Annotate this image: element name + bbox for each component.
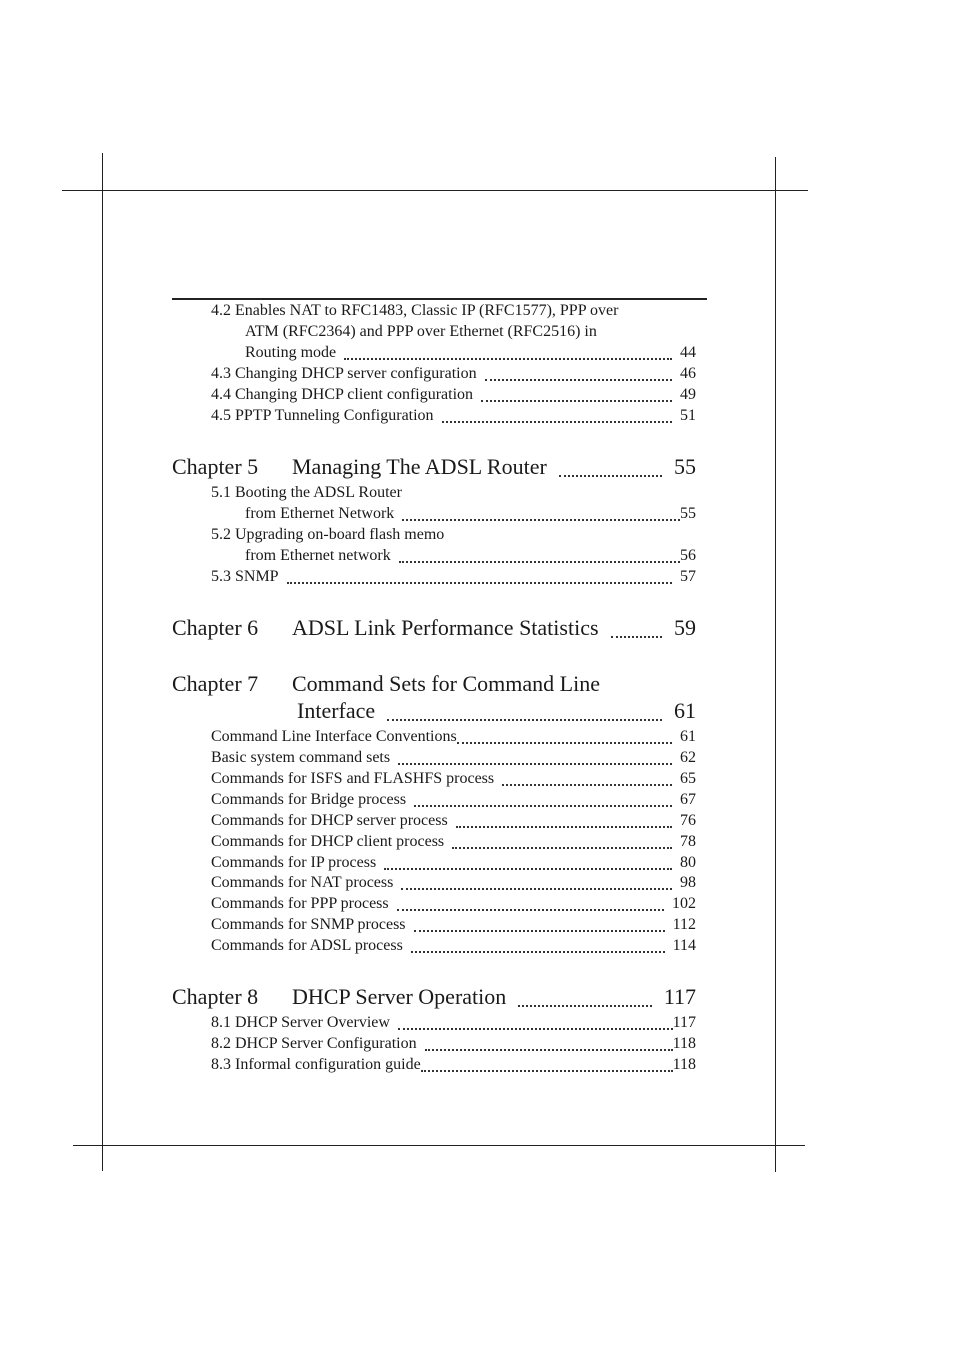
toc-entry[interactable] xyxy=(211,831,696,852)
toc-entry-title: Command Line Interface Conventions xyxy=(211,728,457,745)
toc-entry-5-3[interactable] xyxy=(211,566,696,587)
toc-page-number: 61 xyxy=(674,698,696,723)
dot-leader xyxy=(485,379,672,381)
chapter-title-line2: Interface xyxy=(297,698,376,723)
toc-chapter-7[interactable] xyxy=(297,697,696,724)
toc-entry-4-4[interactable] xyxy=(211,384,696,405)
crop-mark-right-vertical xyxy=(775,157,776,1172)
dot-leader xyxy=(387,719,662,721)
chapter-number: Chapter 5 xyxy=(172,454,259,479)
toc-entry[interactable] xyxy=(211,810,696,831)
chapter-title: Managing The ADSL Router xyxy=(292,454,547,479)
toc-entry-title: Commands for NAT process xyxy=(211,874,394,891)
toc-page-number: 55 xyxy=(674,454,696,479)
toc-page-number: 56 xyxy=(680,547,696,564)
crop-mark-top-right xyxy=(775,190,808,191)
dot-leader xyxy=(611,636,662,638)
chapter-title: ADSL Link Performance Statistics xyxy=(292,615,599,640)
toc-page-number: 117 xyxy=(663,984,696,1009)
toc-entry[interactable] xyxy=(211,768,696,789)
toc-chapter-7-line1 xyxy=(172,670,600,697)
toc-entry-4-2-line2: ATM (RFC2364) and PPP over Ethernet (RFC2516) in xyxy=(245,323,597,340)
toc-page-number: 112 xyxy=(672,916,696,933)
toc-entry-5-1-line1: 5.1 Booting the ADSL Router xyxy=(211,484,402,501)
toc-chapter-6[interactable] xyxy=(172,614,696,641)
crop-mark-top-left-vertical xyxy=(102,153,103,1171)
dot-leader xyxy=(411,951,665,953)
chapter-number: Chapter 8 xyxy=(172,984,259,1009)
dot-leader xyxy=(452,847,672,849)
toc-entry[interactable] xyxy=(211,935,696,956)
toc-page-number: 55 xyxy=(680,505,696,522)
toc-page-number: 67 xyxy=(680,791,696,808)
dot-leader xyxy=(402,519,680,521)
dot-leader xyxy=(481,400,672,402)
dot-leader xyxy=(559,475,662,477)
toc-entry[interactable] xyxy=(211,1033,696,1054)
chapter-number: Chapter 6 xyxy=(172,615,259,640)
toc-entry-title: Commands for IP process xyxy=(211,854,377,871)
toc-page-number: 59 xyxy=(674,615,696,640)
toc-entry-title: Commands for ADSL process xyxy=(211,937,403,954)
toc-page-number: 49 xyxy=(680,386,696,403)
dot-leader xyxy=(401,888,672,890)
toc-entry-title: Commands for Bridge process xyxy=(211,791,407,808)
toc-page-number: 117 xyxy=(672,1014,696,1031)
toc-entry-title: Routing mode xyxy=(245,344,337,361)
toc-page-number: 44 xyxy=(680,344,696,361)
toc-entry[interactable] xyxy=(211,852,696,873)
toc-entry-title: 8.2 DHCP Server Configuration xyxy=(211,1035,417,1052)
crop-mark-bottom-right xyxy=(775,1145,805,1146)
chapter-number: Chapter 7 xyxy=(172,671,259,696)
toc-page-number: 98 xyxy=(680,874,696,891)
dot-leader xyxy=(287,582,672,584)
dot-leader xyxy=(384,868,672,870)
toc-entry[interactable] xyxy=(211,789,696,810)
toc-chapter-5[interactable] xyxy=(172,453,696,480)
dot-leader xyxy=(398,763,672,765)
toc-page-number: 46 xyxy=(680,365,696,382)
dot-leader xyxy=(414,805,672,807)
toc-entry-5-1[interactable] xyxy=(245,503,696,524)
toc-entry-title: Basic system command sets xyxy=(211,749,391,766)
toc-page-number: 51 xyxy=(680,407,696,424)
toc-page-number: 118 xyxy=(672,1035,696,1052)
toc-entry-title: 5.3 SNMP xyxy=(211,568,279,585)
toc-page-number: 114 xyxy=(672,937,696,954)
toc-page-number: 80 xyxy=(680,854,696,871)
dot-leader xyxy=(502,784,672,786)
dot-leader xyxy=(397,909,664,911)
toc-entry-title: 4.3 Changing DHCP server configuration xyxy=(211,365,477,382)
toc-entry[interactable] xyxy=(211,1012,696,1033)
toc-page-number: 118 xyxy=(672,1056,696,1073)
toc-entry-title: from Ethernet Network xyxy=(245,505,395,522)
toc-entry[interactable] xyxy=(211,872,696,893)
toc-entry[interactable] xyxy=(211,726,696,747)
dot-leader xyxy=(442,421,672,423)
toc-entry-title: Commands for ISFS and FLASHFS process xyxy=(211,770,495,787)
toc-entry-title: 8.1 DHCP Server Overview xyxy=(211,1014,390,1031)
toc-entry[interactable] xyxy=(211,914,696,935)
crop-frame-bottom xyxy=(102,1145,775,1146)
dot-leader xyxy=(399,561,680,563)
toc-entry-4-3[interactable] xyxy=(211,363,696,384)
dot-leader xyxy=(456,826,672,828)
toc-entry[interactable] xyxy=(211,1054,696,1075)
toc-entry[interactable] xyxy=(211,893,696,914)
toc-entry-5-2-line1: 5.2 Upgrading on-board flash memo xyxy=(211,526,445,543)
dot-leader xyxy=(457,742,672,744)
toc-entry-title: 4.5 PPTP Tunneling Configuration xyxy=(211,407,434,424)
crop-mark-bottom-left xyxy=(73,1145,102,1146)
toc-entry-title: 4.4 Changing DHCP client configuration xyxy=(211,386,474,403)
toc-page-number: 65 xyxy=(680,770,696,787)
chapter-title: DHCP Server Operation xyxy=(292,984,507,1009)
toc-entry-4-2[interactable] xyxy=(245,342,696,363)
dot-leader xyxy=(425,1049,673,1051)
toc-page-number: 62 xyxy=(680,749,696,766)
toc-entry-5-2[interactable] xyxy=(245,545,696,566)
toc-entry-title: Commands for DHCP client process xyxy=(211,833,445,850)
toc-page-number: 57 xyxy=(680,568,696,585)
toc-entry-4-5[interactable] xyxy=(211,405,696,426)
toc-page-number: 61 xyxy=(680,728,696,745)
dot-leader xyxy=(414,930,665,932)
dot-leader xyxy=(398,1028,673,1030)
toc-page-number: 76 xyxy=(680,812,696,829)
toc-entry-title: Commands for DHCP server process xyxy=(211,812,448,829)
crop-mark-top-left xyxy=(62,190,102,191)
toc-entry[interactable] xyxy=(211,747,696,768)
toc-entry-title: from Ethernet network xyxy=(245,547,391,564)
toc-page-number: 102 xyxy=(672,895,696,912)
dot-leader xyxy=(421,1070,673,1072)
toc-entry-title: Commands for PPP process xyxy=(211,895,389,912)
toc-entry-title: Commands for SNMP process xyxy=(211,916,406,933)
toc-entry-title: 8.3 Informal configuration guide xyxy=(211,1056,421,1073)
crop-frame-top xyxy=(102,190,775,191)
dot-leader xyxy=(518,1005,652,1007)
dot-leader xyxy=(344,358,672,360)
toc-chapter-8[interactable] xyxy=(172,983,696,1010)
chapter-title-line1: Command Sets for Command Line xyxy=(292,671,600,696)
toc-entry-4-2-line1: 4.2 Enables NAT to RFC1483, Classic IP (RFC1577), PPP over xyxy=(211,302,619,319)
toc-page-number: 78 xyxy=(680,833,696,850)
